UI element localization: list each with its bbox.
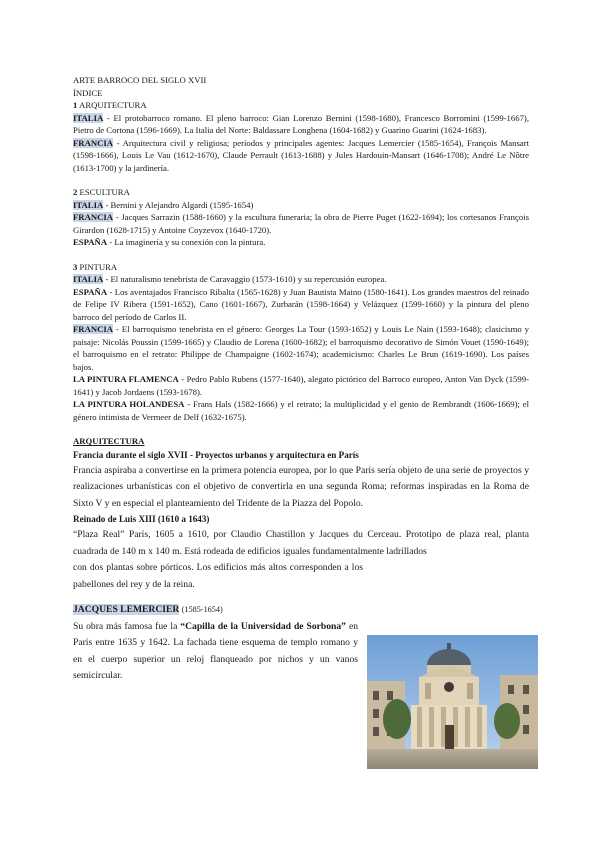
chapel-illustration-icon — [367, 635, 538, 769]
s3-espana-paragraph — [73, 286, 529, 324]
s3-holandesa-text: - Frans Hals (1582-1666) y el retrato; la multiplicidad y el genio de Rembrandt (1606-1669); el género intimista de Vermeer de Delf (1632-1675). — [73, 399, 530, 422]
arch-heading-text: ARQUITECTURA — [73, 436, 145, 446]
s3-francia-text: - El barroquismo tenebrista en el género: Georges La Tour (1593-1652) y Louis Le Nain (1593-1648); clasicismo y paisaje: Nicolás Poussin (1599-1665) y Claudio de Lorena (1600-1682); el barroquismo decorativo de Simón Vouet (1590-1649); el barroquismo en el retrato: Philippe de Champaigne (1602-1674); academicismo: Charles Le Brun (1619-1690). Los países bajos. — [73, 324, 530, 372]
lemercier-paragraph — [73, 619, 358, 685]
s2-italia-label: ITALIA — [73, 199, 104, 210]
section-1-title: ARQUITECTURA — [79, 100, 147, 110]
s1-italia-label: ITALIA — [73, 112, 104, 123]
arch-heading — [73, 435, 529, 448]
s3-italia-label: ITALIA — [73, 274, 104, 284]
s3-flamenca-paragraph — [73, 373, 529, 398]
section-3-number: 3 — [73, 261, 78, 272]
index-label: ÍNDICE — [73, 87, 103, 98]
sorbona-chapel-title: “Capilla de la Universidad de Sorbona” — [180, 620, 346, 632]
sorbonne-chapel-photo — [367, 635, 538, 769]
s2-francia-label: FRANCIA — [73, 212, 114, 222]
s1-italia-text: - El protobarroco romano. El pleno barroco: Gian Lorenzo Bernini (1598-1680), Francesco Borromini (1599-1667), Pietro de Cortona (1596-1669). La Italia del Norte: Baldassare Longhena (1604-1682) y Guarino Guarini (1624-1683). — [73, 112, 529, 135]
s3-holandesa-label: LA PINTURA HOLANDESA — [73, 399, 185, 409]
s2-espana-text: - La imaginería y su conexión con la pintura. — [109, 237, 266, 247]
plaza-real-paragraph: “Plaza Real” París, 1605 a 1610, por Claudio Chastillon y Jacques du Cerceau. Prototipo de plaza real, planta cuadrada de 140 m x 140 m. Está rodeada de edificios iguales fundamentalmente ladrillados — [73, 529, 529, 557]
s2-espana-label: ESPAÑA — [73, 237, 108, 247]
section-3-title: PINTURA — [79, 261, 118, 272]
section-3-heading — [73, 261, 529, 274]
reinado-heading: Reinado de Luis XIII (1610 a 1643) — [73, 514, 210, 524]
lemercier-dates: (1585-1654) — [181, 605, 223, 614]
s3-italia-paragraph — [73, 273, 529, 286]
s3-espana-text: - Los aventajados Francisco Ribalta (1565-1628) y Juan Bautista Maino (1580-1641). Los grandes maestros del reinado de Felipe IV Ribera (1591-1652), Cano (1601-1667), Zurbarán (1598-1664) y Velázquez (1599-1660) y la pintura del pleno barroco del período de Carlos II. — [73, 286, 530, 322]
section-1-number: 1 — [73, 100, 78, 110]
s2-italia-text: - Bernini y Alejandro Algardi (1595-1654) — [105, 199, 254, 210]
section-1-heading — [73, 99, 529, 112]
section-2-heading — [73, 186, 529, 199]
lemercier-text-pre: Su obra más famosa fue la — [73, 620, 181, 632]
s3-francia-label: FRANCIA — [73, 324, 114, 334]
s3-francia-paragraph — [73, 323, 529, 373]
s3-espana-label: ESPAÑA — [73, 286, 108, 297]
document-title: ARTE BARROCO DEL SIGLO XVII — [73, 75, 207, 85]
s1-francia-paragraph — [73, 137, 529, 175]
plaza-real-paragraph-cont: con dos plantas sobre pórticos. Los edificios más altos corresponden a los pabellones del rey y de la reina. — [73, 562, 363, 590]
lemercier-text-post: en París entre 1635 y 1642. La fachada tiene esquema de templo romano y en el cuerpo superior un reloj flanqueado por nichos y un vanos semicircular. — [73, 620, 359, 681]
arch-subheading: Francia durante el siglo XVII - Proyectos urbanos y arquitectura en París — [73, 449, 359, 460]
s2-francia-text: - Jacques Sarrazin (1588-1660) y la escultura funeraria; la obra de Pierre Puget (1622-1694); los cortesanos François Girardon (1628-1715) y Antoine Coyzevox (1640-1720). — [73, 212, 530, 235]
s3-flamenca-text: - Pedro Pablo Rubens (1577-1640), alegato pictórico del Barroco europeo, Anton Van Dyck (1599-1641) y Jacob Jordaens (1593-1678). — [73, 374, 529, 397]
s1-francia-label: FRANCIA — [73, 137, 114, 148]
lemercier-heading — [73, 602, 529, 619]
s3-italia-text: - El naturalismo tenebrista de Caravaggio (1573-1610) y su repercusión europea. — [105, 274, 387, 284]
s3-holandesa-paragraph — [73, 398, 529, 423]
s1-italia-paragraph — [73, 112, 529, 137]
document-page — [73, 74, 529, 685]
lemercier-label: JACQUES LEMERCIER — [73, 604, 180, 615]
s3-flamenca-label: LA PINTURA FLAMENCA — [73, 374, 179, 384]
s1-francia-text: - Arquitectura civil y religiosa; períodos y principales agentes: Jacques Lemercier (1585-1654), François Mansart (1598-1666), Louis Le Vau (1612-1670), Claude Perrault (1613-1688) y Jules Hardouin-Mansart (1646-1708); André Le Nôtre (1613-1700) y la jardinería. — [73, 137, 529, 173]
section-2-title: ESCULTURA — [79, 187, 130, 197]
s2-italia-paragraph — [73, 199, 529, 212]
section-2-number: 2 — [73, 187, 78, 197]
s2-espana-paragraph — [73, 236, 529, 249]
arch-paragraph-1: Francia aspiraba a convertirse en la primera potencia europea, por lo que París sería objeto de una serie de proyectos y realizaciones urbanísticas con el objetivo de convertirla en una segunda Roma; reformas inspiradas en la Roma de Sixto V y en especial el planteamiento del Tridente de la Piazza del Popolo. — [73, 464, 529, 509]
s2-francia-paragraph — [73, 211, 529, 236]
